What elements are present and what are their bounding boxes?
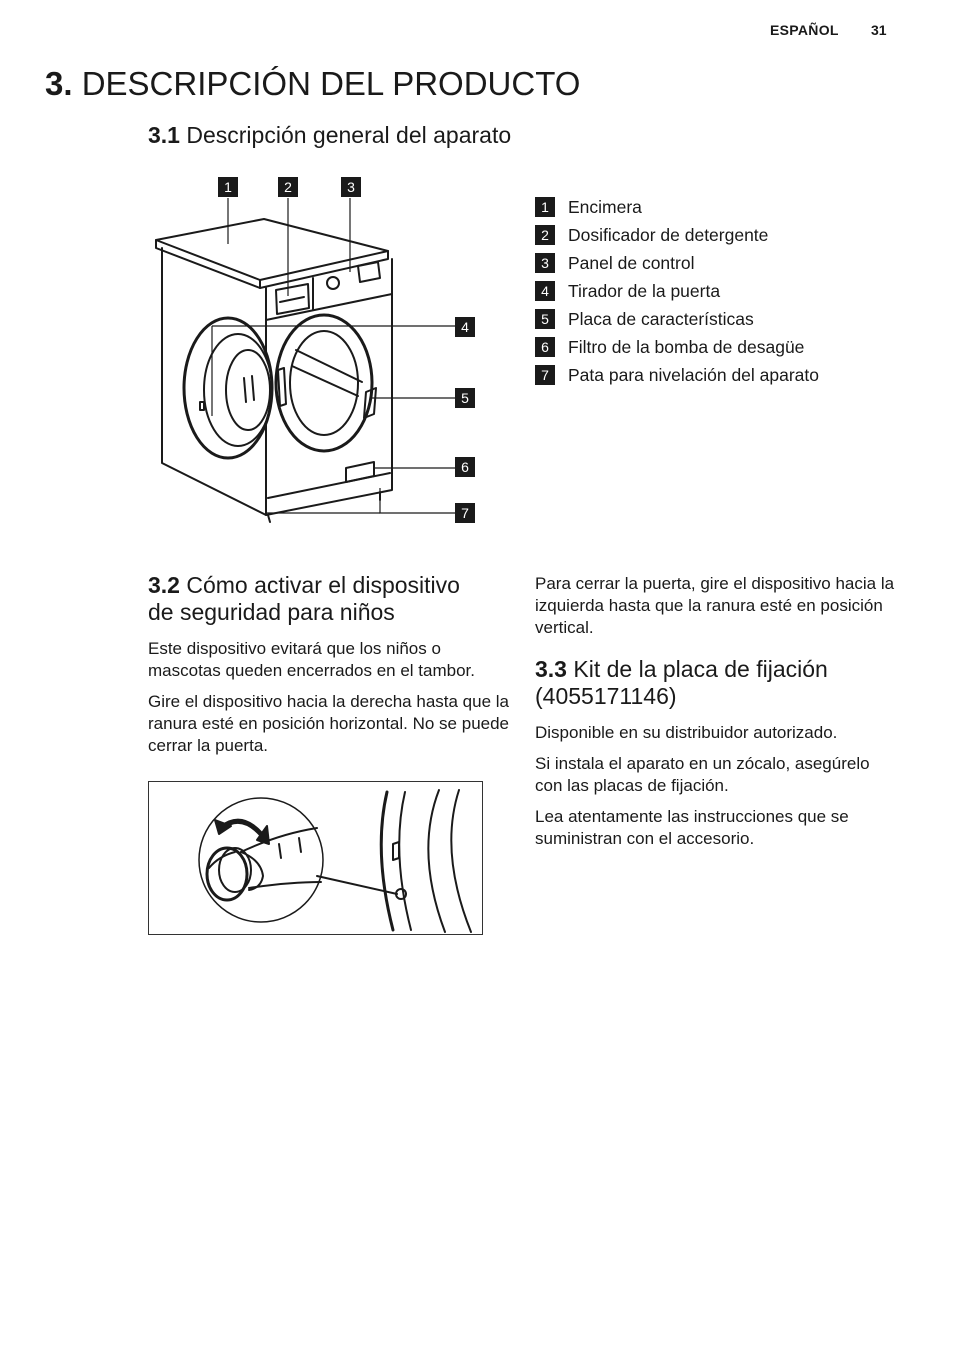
subsection-3-2-heading [148, 572, 508, 626]
subsection-3-3-body [535, 722, 895, 850]
legend-item [535, 221, 819, 249]
legend-item [535, 193, 819, 221]
legend-item [535, 249, 819, 277]
subsection-number: 3.3 [535, 656, 567, 682]
child-lock-illustration [148, 781, 483, 935]
callout-5: 5 [455, 388, 475, 408]
paragraph: Disponible en su distribuidor autorizado. [535, 723, 838, 742]
legend-label: Encimera [568, 196, 642, 217]
callout-4: 4 [455, 317, 475, 337]
legend-number: 7 [535, 365, 555, 385]
legend-item [535, 333, 819, 361]
callout-6: 6 [455, 457, 475, 477]
legend-label: Placa de características [568, 308, 754, 329]
legend-item [535, 361, 819, 389]
legend-number: 1 [535, 197, 555, 217]
callout-3: 3 [341, 177, 361, 197]
section-number: 3. [45, 65, 73, 102]
paragraph: Gire el dispositivo hacia la derecha hasta que la ranura esté en posición horizontal. No se puede cerrar la puerta. [148, 692, 510, 755]
subsection-3-3-heading [535, 656, 895, 710]
subsection-number: 3.1 [148, 122, 180, 148]
legend-item [535, 305, 819, 333]
subsection-3-1-heading [148, 122, 511, 149]
page-number: 31 [871, 22, 887, 38]
legend-label: Dosificador de detergente [568, 224, 769, 245]
subsection-3-2-continuation [535, 573, 895, 639]
washing-machine-illustration [148, 170, 488, 530]
legend-label: Pata para nivelación del aparato [568, 364, 820, 385]
paragraph: Lea atentamente las instrucciones que se suministran con el accesorio. [535, 807, 849, 848]
section-title-text: DESCRIPCIÓN DEL PRODUCTO [81, 65, 581, 102]
subsection-title-line1: Cómo activar el dispositivo [186, 572, 460, 598]
legend-number: 2 [535, 225, 555, 245]
legend-label: Filtro de la bomba de desagüe [568, 336, 805, 357]
legend-number: 4 [535, 281, 555, 301]
callout-2: 2 [278, 177, 298, 197]
subsection-number: 3.2 [148, 572, 180, 598]
subsection-title-line2: de seguridad para niños [148, 599, 395, 625]
paragraph: Si instala el aparato en un zócalo, asegúrelo con las placas de fijación. [535, 754, 870, 795]
paragraph: Para cerrar la puerta, gire el dispositivo hacia la izquierda hasta que la ranura esté en posición vertical. [535, 574, 895, 637]
legend-label: Tirador de la puerta [568, 280, 721, 301]
subsection-title-line1: Kit de la placa de fijación [573, 656, 828, 682]
callout-7: 7 [455, 503, 475, 523]
subsection-title: Descripción general del aparato [186, 122, 512, 148]
paragraph: Este dispositivo evitará que los niños o mascotas queden encerrados en el tambor. [148, 639, 475, 680]
legend-number: 6 [535, 337, 555, 357]
legend-item [535, 277, 819, 305]
legend-number: 5 [535, 309, 555, 329]
legend-number: 3 [535, 253, 555, 273]
legend-label: Panel de control [568, 252, 695, 273]
callout-1: 1 [218, 177, 238, 197]
subsection-title-line2: (4055171146) [535, 683, 677, 709]
header-language: ESPAÑOL [770, 22, 839, 38]
child-lock-drawing [149, 782, 483, 935]
subsection-3-2-body [148, 638, 510, 757]
parts-legend [535, 193, 819, 389]
section-title [45, 62, 580, 106]
